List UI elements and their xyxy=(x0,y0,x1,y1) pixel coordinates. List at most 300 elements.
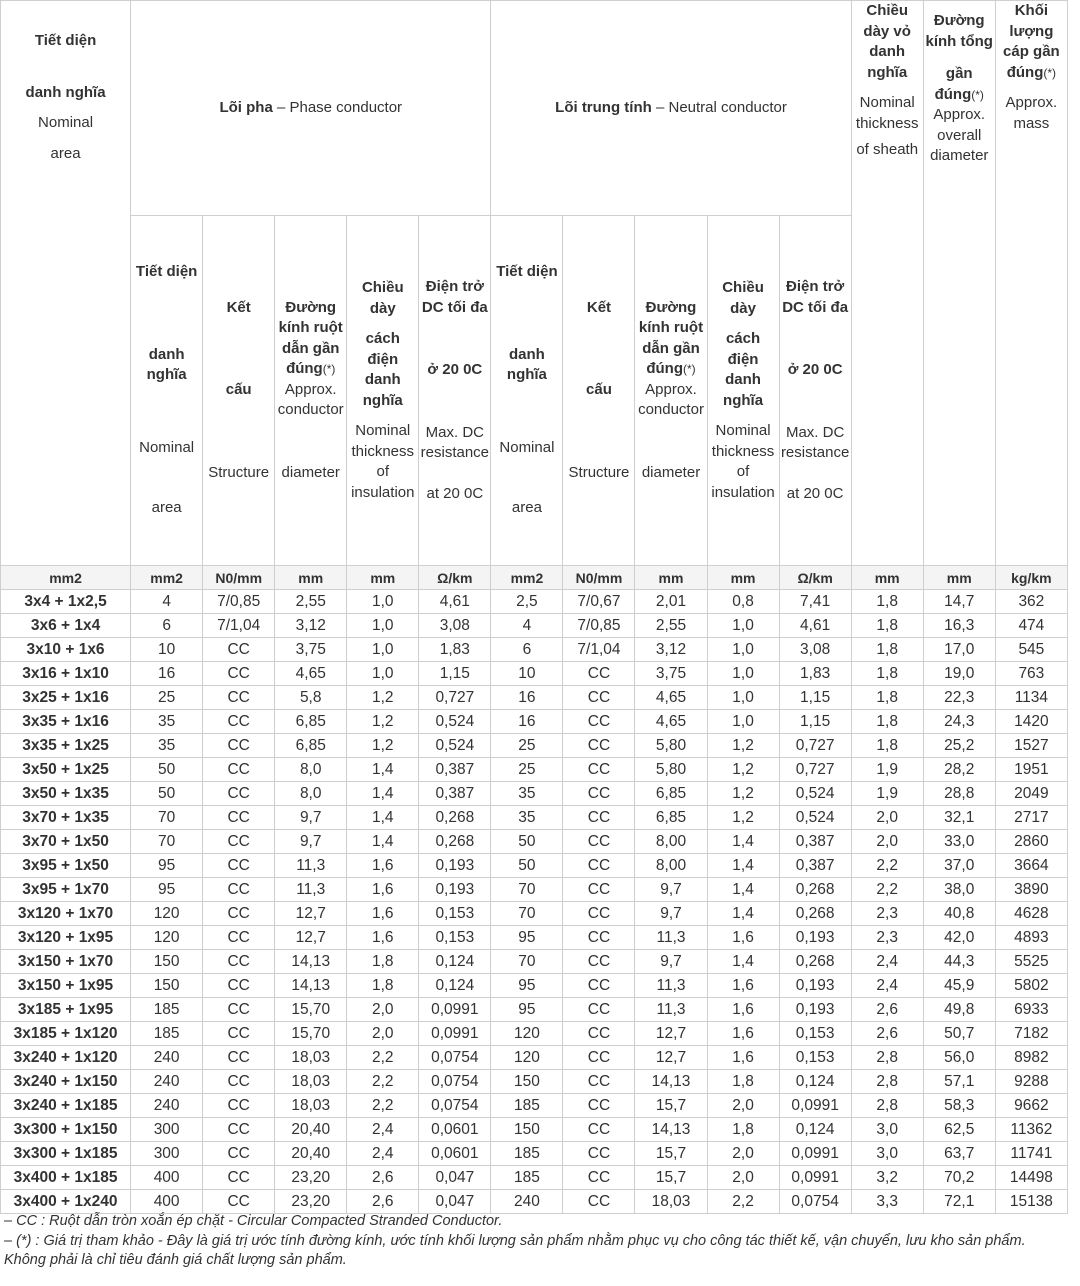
table-row xyxy=(1,758,1068,782)
phase-sub-conductor-diameter-text xyxy=(276,298,345,380)
table-cell: 14,13 xyxy=(275,950,347,974)
row-label: 3x95 + 1x50 xyxy=(1,854,131,878)
table-cell: 0,0991 xyxy=(419,1022,491,1046)
table-cell: 40,8 xyxy=(923,902,995,926)
table-cell: 5,80 xyxy=(635,734,707,758)
table-cell: 1,0 xyxy=(347,662,419,686)
table-cell: 58,3 xyxy=(923,1094,995,1118)
table-cell: 0,8 xyxy=(707,590,779,614)
table-cell: 8,0 xyxy=(275,758,347,782)
table-cell: 120 xyxy=(491,1022,563,1046)
table-cell: 12,7 xyxy=(275,902,347,926)
mass-en: Approx. mass xyxy=(1005,94,1058,132)
table-cell: 1,6 xyxy=(707,974,779,998)
table-cell: 0,268 xyxy=(779,902,851,926)
table-cell: 38,0 xyxy=(923,878,995,902)
table-cell: 32,1 xyxy=(923,806,995,830)
phase-sub-structure-text: Structure xyxy=(208,463,270,481)
table-cell: 0,0754 xyxy=(779,1190,851,1214)
phase-sub-structure-text: Kết xyxy=(226,298,251,316)
table-cell: CC xyxy=(203,1118,275,1142)
table-cell: 1,0 xyxy=(347,638,419,662)
table-cell: 0,153 xyxy=(419,902,491,926)
table-cell: 474 xyxy=(995,614,1067,638)
table-cell: 6,85 xyxy=(275,710,347,734)
table-cell: CC xyxy=(203,662,275,686)
table-cell: 11741 xyxy=(995,1142,1067,1166)
table-cell: 2,01 xyxy=(635,590,707,614)
table-cell: 49,8 xyxy=(923,998,995,1022)
row-label: 3x185 + 1x120 xyxy=(1,1022,131,1046)
table-cell: 1,9 xyxy=(851,758,923,782)
table-cell: 25 xyxy=(491,758,563,782)
table-cell: 3,0 xyxy=(851,1142,923,1166)
header-area-vi1: Tiết diện xyxy=(34,32,97,49)
table-cell: 0,124 xyxy=(419,950,491,974)
table-cell: 4,61 xyxy=(419,590,491,614)
table-row xyxy=(1,1166,1068,1190)
table-cell: 0,193 xyxy=(779,926,851,950)
table-cell: 15,7 xyxy=(635,1142,707,1166)
neutral-sub-conductor-diameter-text: Approx. conductor xyxy=(638,380,704,419)
unit-cell: N0/mm xyxy=(203,566,275,590)
table-cell: 240 xyxy=(131,1046,203,1070)
table-cell: 0,0991 xyxy=(779,1142,851,1166)
table-cell: CC xyxy=(563,710,635,734)
table-cell: 63,7 xyxy=(923,1142,995,1166)
row-label: 3x400 + 1x185 xyxy=(1,1166,131,1190)
table-row xyxy=(1,878,1068,902)
table-cell: CC xyxy=(203,878,275,902)
table-cell: 50 xyxy=(491,830,563,854)
units-row xyxy=(1,566,1068,590)
table-cell: 2,8 xyxy=(851,1094,923,1118)
table-cell: 12,7 xyxy=(275,926,347,950)
row-label: 3x50 + 1x35 xyxy=(1,782,131,806)
table-cell: 6 xyxy=(491,638,563,662)
table-cell: 4 xyxy=(131,590,203,614)
table-cell: 2,2 xyxy=(347,1094,419,1118)
row-label: 3x150 + 1x95 xyxy=(1,974,131,998)
table-cell: 1,8 xyxy=(707,1070,779,1094)
table-cell: CC xyxy=(563,686,635,710)
table-cell: 0,727 xyxy=(419,686,491,710)
table-cell: 0,0754 xyxy=(419,1046,491,1070)
neutral-en: Neutral conductor xyxy=(668,98,787,116)
table-cell: 9,7 xyxy=(275,806,347,830)
table-cell: 15,7 xyxy=(635,1166,707,1190)
sheath-vi: Chiều dày vỏ danh nghĩa xyxy=(863,2,911,81)
table-cell: 5525 xyxy=(995,950,1067,974)
unit-cell: mm xyxy=(275,566,347,590)
table-cell: 2,6 xyxy=(851,998,923,1022)
table-cell: 10 xyxy=(131,638,203,662)
table-cell: 95 xyxy=(491,998,563,1022)
header-row-1 xyxy=(1,1,1068,216)
table-cell: CC xyxy=(203,1046,275,1070)
table-cell: 120 xyxy=(491,1046,563,1070)
table-cell: 6 xyxy=(131,614,203,638)
table-cell: CC xyxy=(563,1022,635,1046)
table-cell: CC xyxy=(563,998,635,1022)
table-cell: 70,2 xyxy=(923,1166,995,1190)
table-cell: 2,0 xyxy=(707,1142,779,1166)
table-cell: 3,0 xyxy=(851,1118,923,1142)
table-cell: 0,387 xyxy=(419,758,491,782)
table-cell: 0,387 xyxy=(419,782,491,806)
neutral-vi: Lõi trung tính xyxy=(555,98,652,116)
phase-sub-insulation-text: Nominal thickness of insulation xyxy=(351,422,415,501)
neutral-sub-conductor-diameter-text: Đường kính ruột dẫn gần đúng xyxy=(638,298,704,378)
table-cell: 240 xyxy=(131,1094,203,1118)
table-row xyxy=(1,662,1068,686)
neutral-sub-area-text xyxy=(492,386,561,438)
table-cell: 3,75 xyxy=(635,662,707,686)
table-cell: 0,047 xyxy=(419,1166,491,1190)
table-cell: 0,0991 xyxy=(779,1094,851,1118)
table-cell: 0,524 xyxy=(419,710,491,734)
table-cell: 9662 xyxy=(995,1094,1067,1118)
table-cell: 50 xyxy=(491,854,563,878)
table-cell: CC xyxy=(563,974,635,998)
table-cell: CC xyxy=(203,854,275,878)
phase-sub-conductor-diameter-text xyxy=(276,421,345,463)
table-cell: 15,70 xyxy=(275,1022,347,1046)
phase-sub-insulation-text: Chiều dày xyxy=(361,279,404,317)
table-cell: 24,3 xyxy=(923,710,995,734)
table-cell: 20,40 xyxy=(275,1142,347,1166)
table-cell: CC xyxy=(203,830,275,854)
table-row xyxy=(1,950,1068,974)
table-cell: 1,8 xyxy=(851,686,923,710)
table-cell: 1,4 xyxy=(707,950,779,974)
table-cell: 150 xyxy=(491,1118,563,1142)
neutral-sub-conductor-diameter-text xyxy=(636,421,705,463)
neutral-sub-structure-text: Kết xyxy=(586,298,612,316)
table-cell: 0,268 xyxy=(779,950,851,974)
row-label: 3x120 + 1x95 xyxy=(1,926,131,950)
table-cell: 0,268 xyxy=(419,830,491,854)
table-row xyxy=(1,710,1068,734)
header-overall-diameter xyxy=(923,1,995,566)
table-body xyxy=(1,590,1068,1214)
neutral-sub-dc-resistance-text xyxy=(781,464,850,484)
table-cell: 4,65 xyxy=(275,662,347,686)
table-cell: 1,83 xyxy=(419,638,491,662)
table-cell: 18,03 xyxy=(635,1190,707,1214)
table-cell: 1,2 xyxy=(707,734,779,758)
unit-cell: mm2 xyxy=(1,566,131,590)
table-cell: 185 xyxy=(491,1166,563,1190)
phase-sub-area-text: Tiết diện xyxy=(135,263,198,281)
table-cell: 3,2 xyxy=(851,1166,923,1190)
table-row xyxy=(1,782,1068,806)
table-cell: 8,0 xyxy=(275,782,347,806)
table-cell: 50,7 xyxy=(923,1022,995,1046)
phase-sub-insulation-text: cách điện danh nghĩa xyxy=(362,330,403,409)
unit-cell: mm2 xyxy=(491,566,563,590)
table-cell: 1527 xyxy=(995,734,1067,758)
phase-sub-structure-text xyxy=(204,318,273,380)
phase-sub-conductor-diameter-text: Đường kính ruột dẫn gần đúng xyxy=(278,298,343,378)
table-cell: 0,153 xyxy=(779,1046,851,1070)
table-cell: 7,41 xyxy=(779,590,851,614)
neutral-sub-structure-text xyxy=(564,318,633,380)
neutral-sub-dc-resistance-text xyxy=(781,318,850,360)
neutral-sub-area-text xyxy=(492,283,561,345)
table-cell: 7/1,04 xyxy=(563,638,635,662)
neutral-sub-area-text: Nominal xyxy=(499,438,555,456)
table-cell: 8,00 xyxy=(635,854,707,878)
table-cell: 1,0 xyxy=(707,710,779,734)
row-label: 3x240 + 1x120 xyxy=(1,1046,131,1070)
table-cell: CC xyxy=(203,782,275,806)
row-label: 3x4 + 1x2,5 xyxy=(1,590,131,614)
header-area-en2: area xyxy=(50,144,81,162)
table-cell: 1,4 xyxy=(347,782,419,806)
table-cell: 20,40 xyxy=(275,1118,347,1142)
table-cell: CC xyxy=(203,758,275,782)
phase-sep: – xyxy=(272,98,290,116)
table-cell: 1134 xyxy=(995,686,1067,710)
table-cell: 14,13 xyxy=(635,1070,707,1094)
row-label: 3x50 + 1x25 xyxy=(1,758,131,782)
table-row xyxy=(1,1046,1068,1070)
table-cell: 37,0 xyxy=(923,854,995,878)
neutral-sub-insulation-text: cách điện danh nghĩa xyxy=(723,330,764,409)
table-cell: 7/0,85 xyxy=(203,590,275,614)
table-cell: CC xyxy=(203,1022,275,1046)
table-cell: CC xyxy=(203,998,275,1022)
table-cell: 95 xyxy=(131,854,203,878)
table-cell: 0,268 xyxy=(419,806,491,830)
table-cell: 9288 xyxy=(995,1070,1067,1094)
table-cell: 3,12 xyxy=(275,614,347,638)
table-cell: CC xyxy=(563,1118,635,1142)
row-label: 3x185 + 1x95 xyxy=(1,998,131,1022)
table-cell: 1,0 xyxy=(707,686,779,710)
table-cell: 11,3 xyxy=(635,974,707,998)
table-cell: 2,0 xyxy=(851,830,923,854)
neutral-sub-insulation-text xyxy=(709,319,778,329)
table-cell: 2,5 xyxy=(491,590,563,614)
table-cell: 7/0,67 xyxy=(563,590,635,614)
unit-cell: mm xyxy=(707,566,779,590)
table-cell: 9,7 xyxy=(635,902,707,926)
neutral-sub-structure-text xyxy=(564,401,633,463)
table-cell: 1420 xyxy=(995,710,1067,734)
header-area-vi2: danh nghĩa xyxy=(25,83,106,101)
table-cell: CC xyxy=(563,902,635,926)
table-cell: 2,0 xyxy=(707,1166,779,1190)
table-row xyxy=(1,1142,1068,1166)
table-cell: 2,2 xyxy=(707,1190,779,1214)
table-cell: CC xyxy=(563,758,635,782)
table-cell: 7/0,85 xyxy=(563,614,635,638)
mass-vi: Khối lượng cáp gần đúng xyxy=(1003,2,1060,81)
row-label: 3x35 + 1x25 xyxy=(1,734,131,758)
table-cell: 11362 xyxy=(995,1118,1067,1142)
table-cell: 11,3 xyxy=(635,926,707,950)
phase-sub-conductor-diameter-text: Approx. conductor xyxy=(277,380,344,419)
table-cell: 2,2 xyxy=(851,854,923,878)
table-cell: CC xyxy=(563,662,635,686)
table-cell: 2,6 xyxy=(851,1022,923,1046)
phase-sub-conductor-diameter-text: diameter xyxy=(281,463,340,481)
footnotes xyxy=(4,1212,1069,1271)
phase-sub-area-text xyxy=(132,386,201,438)
row-label: 3x300 + 1x150 xyxy=(1,1118,131,1142)
table-cell: 0,727 xyxy=(779,734,851,758)
table-cell: 1,8 xyxy=(851,710,923,734)
table-row xyxy=(1,1118,1068,1142)
row-label: 3x10 + 1x6 xyxy=(1,638,131,662)
phase-sub-structure-text xyxy=(204,401,273,463)
table-cell: 95 xyxy=(491,926,563,950)
table-cell: 1,4 xyxy=(707,830,779,854)
table-cell: 150 xyxy=(131,950,203,974)
table-cell: CC xyxy=(563,1046,635,1070)
table-cell: 8982 xyxy=(995,1046,1067,1070)
phase-sub-insulation-text xyxy=(348,411,417,421)
table-cell: 3664 xyxy=(995,854,1067,878)
table-cell: CC xyxy=(563,830,635,854)
phase-sub-dc-resistance-text: ở 20 0C xyxy=(427,361,483,379)
table-cell: 57,1 xyxy=(923,1070,995,1094)
table-cell: 2717 xyxy=(995,806,1067,830)
neutral-sub-conductor-diameter-text: (*) xyxy=(683,362,696,377)
diameter-vi2: gần đúng xyxy=(934,65,973,103)
table-cell: 2,0 xyxy=(347,1022,419,1046)
table-cell: 2,2 xyxy=(347,1046,419,1070)
phase-en: Phase conductor xyxy=(289,98,403,116)
unit-cell: mm xyxy=(923,566,995,590)
phase-sub-dc-resistance xyxy=(419,216,491,566)
table-cell: 1,0 xyxy=(347,614,419,638)
table-cell: 14,13 xyxy=(635,1118,707,1142)
table-cell: 9,7 xyxy=(275,830,347,854)
table-cell: CC xyxy=(203,710,275,734)
table-cell: 95 xyxy=(131,878,203,902)
table-cell: 240 xyxy=(491,1190,563,1214)
phase-sub-dc-resistance-text: at 20 0C xyxy=(426,484,484,502)
table-cell: 0,387 xyxy=(779,830,851,854)
table-cell: 35 xyxy=(131,734,203,758)
neutral-sub-structure-text: Structure xyxy=(568,463,630,481)
table-cell: 5802 xyxy=(995,974,1067,998)
table-cell: 1,8 xyxy=(851,638,923,662)
table-cell: 9,7 xyxy=(635,878,707,902)
phase-sub-area-text: area xyxy=(151,499,182,517)
table-cell: 1,8 xyxy=(851,590,923,614)
sheath-en2: of sheath xyxy=(856,141,919,158)
table-cell: 2,2 xyxy=(851,878,923,902)
neutral-sub-dc-resistance-text xyxy=(781,381,850,423)
header-sheath-thickness xyxy=(851,1,923,566)
table-cell: 28,2 xyxy=(923,758,995,782)
footnote-star: – (*) : Giá trị tham khảo - Đây là giá trị ước tính đường kính, ước tính khối lượng sản phẩm nhằm phục vụ cho công tác thiết kế, vận chuyển, lưu kho sản phẩm. Không phải là chỉ tiêu đánh giá chất lượng sản phẩm. xyxy=(4,1232,1026,1268)
table-cell: 7182 xyxy=(995,1022,1067,1046)
table-cell: CC xyxy=(203,1094,275,1118)
table-cell: 0,193 xyxy=(779,974,851,998)
table-cell: 0,268 xyxy=(779,878,851,902)
table-cell: CC xyxy=(203,902,275,926)
table-cell: 11,3 xyxy=(275,878,347,902)
neutral-sub-insulation-text: Nominal thickness of insulation xyxy=(711,422,775,501)
phase-sub-area-text: Nominal xyxy=(139,438,195,456)
header-approx-mass xyxy=(995,1,1067,566)
table-cell: 25 xyxy=(491,734,563,758)
phase-sub-structure-text: cấu xyxy=(225,381,252,399)
neutral-sub-dc-resistance-text: at 20 0C xyxy=(786,484,844,502)
table-cell: 50 xyxy=(131,782,203,806)
table-cell: 14,7 xyxy=(923,590,995,614)
table-cell: 1,2 xyxy=(707,806,779,830)
table-cell: 2,4 xyxy=(347,1118,419,1142)
table-cell: 1,15 xyxy=(779,686,851,710)
table-cell: 6933 xyxy=(995,998,1067,1022)
table-row xyxy=(1,638,1068,662)
unit-cell: kg/km xyxy=(995,566,1067,590)
table-cell: 4893 xyxy=(995,926,1067,950)
neutral-sep: – xyxy=(651,98,669,116)
phase-sub-area-text xyxy=(132,283,201,345)
row-label: 3x240 + 1x185 xyxy=(1,1094,131,1118)
table-cell: 16 xyxy=(131,662,203,686)
table-cell: 1,6 xyxy=(347,902,419,926)
table-cell: 1,2 xyxy=(707,782,779,806)
table-row xyxy=(1,1190,1068,1214)
table-cell: 1,0 xyxy=(347,590,419,614)
unit-cell: Ω/km xyxy=(419,566,491,590)
table-cell: 1,4 xyxy=(707,854,779,878)
row-label: 3x240 + 1x150 xyxy=(1,1070,131,1094)
table-cell: 3,12 xyxy=(635,638,707,662)
row-label: 3x6 + 1x4 xyxy=(1,614,131,638)
unit-cell: mm2 xyxy=(131,566,203,590)
table-cell: 23,20 xyxy=(275,1190,347,1214)
table-row xyxy=(1,902,1068,926)
unit-cell: mm xyxy=(851,566,923,590)
table-cell: 2,0 xyxy=(347,998,419,1022)
table-cell: 4,65 xyxy=(635,710,707,734)
table-cell: CC xyxy=(563,734,635,758)
phase-vi: Lõi pha xyxy=(219,98,273,116)
table-cell: 18,03 xyxy=(275,1070,347,1094)
table-cell: 0,124 xyxy=(779,1070,851,1094)
table-cell: 1,8 xyxy=(347,950,419,974)
table-cell: 1,0 xyxy=(707,662,779,686)
table-cell: 2,8 xyxy=(851,1070,923,1094)
phase-sub-dc-resistance-text xyxy=(420,381,489,423)
phase-sub-insulation-text xyxy=(348,319,417,329)
table-cell: 25,2 xyxy=(923,734,995,758)
table-cell: 19,0 xyxy=(923,662,995,686)
table-cell: 2,4 xyxy=(347,1142,419,1166)
table-cell: 1,4 xyxy=(347,806,419,830)
table-row xyxy=(1,614,1068,638)
phase-sub-conductor-diameter-text: (*) xyxy=(322,362,336,377)
table-cell: CC xyxy=(563,1166,635,1190)
table-cell: CC xyxy=(563,926,635,950)
table-cell: 14498 xyxy=(995,1166,1067,1190)
table-cell: 240 xyxy=(131,1070,203,1094)
table-cell: 1,2 xyxy=(347,686,419,710)
neutral-sub-conductor-diameter xyxy=(635,216,707,566)
table-row xyxy=(1,926,1068,950)
table-cell: 3,08 xyxy=(779,638,851,662)
table-cell: 62,5 xyxy=(923,1118,995,1142)
